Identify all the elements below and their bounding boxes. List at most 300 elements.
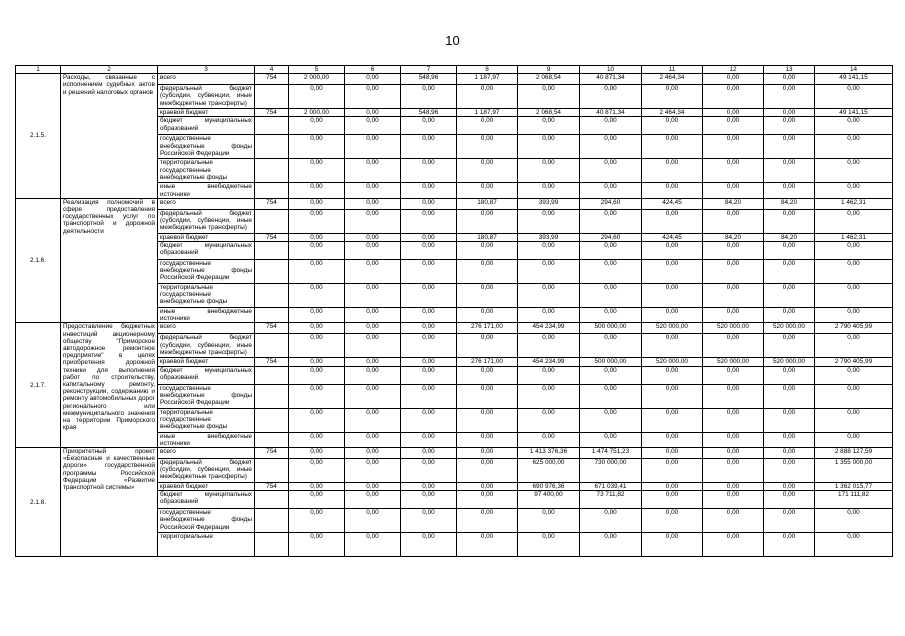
value-cell: 0,00 bbox=[764, 533, 815, 557]
value-cell: 0,00 bbox=[401, 135, 457, 159]
admin-code: 754 bbox=[255, 323, 289, 334]
value-cell: 0,00 bbox=[457, 483, 518, 491]
admin-code bbox=[255, 366, 289, 384]
value-cell: 0,00 bbox=[289, 198, 345, 209]
value-cell: 2 888 127,59 bbox=[815, 448, 893, 459]
value-cell: 0,00 bbox=[345, 85, 401, 109]
value-cell: 0,00 bbox=[764, 308, 815, 323]
value-cell: 2 790 405,99 bbox=[815, 323, 893, 334]
value-cell: 0,00 bbox=[580, 533, 642, 557]
value-cell: 0,00 bbox=[642, 491, 703, 509]
admin-code bbox=[255, 432, 289, 447]
column-header: 4 bbox=[255, 66, 289, 74]
value-cell: 0,00 bbox=[345, 408, 401, 432]
value-cell: 0,00 bbox=[703, 284, 764, 308]
value-cell: 0,00 bbox=[518, 183, 580, 198]
value-cell: 0,00 bbox=[289, 85, 345, 109]
value-cell: 0,00 bbox=[457, 85, 518, 109]
value-cell: 0,00 bbox=[580, 117, 642, 135]
value-cell: 0,00 bbox=[289, 323, 345, 334]
admin-code bbox=[255, 209, 289, 233]
section-name: Расходы, связанные с исполнением судебных актов и решений налоговых органов bbox=[61, 74, 158, 199]
value-cell: 0,00 bbox=[815, 509, 893, 533]
value-cell: 0,00 bbox=[703, 491, 764, 509]
column-header: 9 bbox=[518, 66, 580, 74]
value-cell: 0,00 bbox=[815, 85, 893, 109]
value-cell: 1 187,97 bbox=[457, 109, 518, 117]
value-cell: 0,00 bbox=[289, 448, 345, 459]
admin-code bbox=[255, 459, 289, 483]
value-cell: 520 000,00 bbox=[764, 323, 815, 334]
value-cell: 0,00 bbox=[289, 209, 345, 233]
value-cell: 0,00 bbox=[289, 308, 345, 323]
value-cell: 548,96 bbox=[401, 109, 457, 117]
value-cell: 0,00 bbox=[764, 135, 815, 159]
page-number: 10 bbox=[445, 33, 460, 48]
value-cell: 0,00 bbox=[345, 459, 401, 483]
value-cell: 0,00 bbox=[457, 509, 518, 533]
value-cell: 0,00 bbox=[642, 308, 703, 323]
value-cell: 0,00 bbox=[703, 209, 764, 233]
value-cell: 0,00 bbox=[289, 533, 345, 557]
value-cell: 0,00 bbox=[457, 284, 518, 308]
value-cell: 0,00 bbox=[345, 242, 401, 260]
value-cell: 2 790 405,99 bbox=[815, 358, 893, 366]
column-header: 8 bbox=[457, 66, 518, 74]
value-cell: 0,00 bbox=[580, 308, 642, 323]
value-cell: 0,00 bbox=[289, 183, 345, 198]
column-header: 7 bbox=[401, 66, 457, 74]
value-cell: 294,60 bbox=[580, 198, 642, 209]
column-header: 2 bbox=[61, 66, 158, 74]
value-cell: 0,00 bbox=[815, 308, 893, 323]
value-cell: 0,00 bbox=[289, 358, 345, 366]
value-cell: 0,00 bbox=[289, 483, 345, 491]
value-cell: 0,00 bbox=[642, 366, 703, 384]
column-header: 13 bbox=[764, 66, 815, 74]
value-cell: 0,00 bbox=[345, 432, 401, 447]
value-cell: 0,00 bbox=[580, 260, 642, 284]
value-cell: 0,00 bbox=[703, 533, 764, 557]
value-cell: 0,00 bbox=[289, 233, 345, 241]
value-cell: 0,00 bbox=[401, 85, 457, 109]
section-code: 2.1.7. bbox=[16, 323, 61, 448]
value-cell: 2 000,00 bbox=[289, 109, 345, 117]
value-cell: 0,00 bbox=[401, 323, 457, 334]
table-row bbox=[16, 198, 893, 209]
value-cell: 0,00 bbox=[289, 491, 345, 509]
admin-code bbox=[255, 491, 289, 509]
section-code: 2.1.5. bbox=[16, 74, 61, 199]
value-cell: 0,00 bbox=[764, 483, 815, 491]
value-cell: 0,00 bbox=[815, 384, 893, 408]
value-cell: 0,00 bbox=[518, 308, 580, 323]
value-cell: 0,00 bbox=[642, 432, 703, 447]
value-cell: 0,00 bbox=[703, 85, 764, 109]
value-cell: 0,00 bbox=[345, 260, 401, 284]
value-cell: 0,00 bbox=[518, 260, 580, 284]
header-row bbox=[16, 66, 893, 74]
value-cell: 0,00 bbox=[518, 284, 580, 308]
value-cell: 0,00 bbox=[457, 366, 518, 384]
value-cell: 500 000,00 bbox=[580, 358, 642, 366]
value-cell: 0,00 bbox=[642, 483, 703, 491]
value-cell: 0,00 bbox=[518, 159, 580, 183]
value-cell: 0,00 bbox=[764, 491, 815, 509]
value-cell: 0,00 bbox=[345, 109, 401, 117]
value-cell: 0,00 bbox=[764, 159, 815, 183]
section-name: Предоставление бюджетных инвестиций акционерному обществу "Приморское автодорожное ремонтное предприятие" в целях приобретения дорожной техники для выполнения работ по строительству, капитальному ремонту, реконструкции, содержанию и ремонту автомобильных дорог регионального или межмуниципального значения на территории Приморского края bbox=[61, 323, 158, 448]
value-cell: 0,00 bbox=[401, 533, 457, 557]
admin-code bbox=[255, 533, 289, 557]
value-cell: 0,00 bbox=[518, 408, 580, 432]
value-cell: 0,00 bbox=[345, 117, 401, 135]
value-cell: 0,00 bbox=[642, 242, 703, 260]
value-cell: 73 711,82 bbox=[580, 491, 642, 509]
admin-code bbox=[255, 117, 289, 135]
admin-code bbox=[255, 384, 289, 408]
admin-code: 754 bbox=[255, 483, 289, 491]
value-cell: 0,00 bbox=[457, 183, 518, 198]
value-cell: 0,00 bbox=[642, 284, 703, 308]
value-cell: 180,87 bbox=[457, 233, 518, 241]
value-cell: 0,00 bbox=[815, 260, 893, 284]
value-cell: 0,00 bbox=[345, 366, 401, 384]
funding-source: иные внебюджетные источники bbox=[158, 432, 255, 447]
value-cell: 0,00 bbox=[289, 334, 345, 358]
value-cell: 0,00 bbox=[580, 284, 642, 308]
value-cell: 0,00 bbox=[457, 432, 518, 447]
value-cell: 0,00 bbox=[703, 308, 764, 323]
admin-code bbox=[255, 242, 289, 260]
value-cell: 0,00 bbox=[401, 117, 457, 135]
value-cell: 0,00 bbox=[642, 384, 703, 408]
column-header: 5 bbox=[289, 66, 345, 74]
funding-source: всего bbox=[158, 323, 255, 334]
value-cell: 0,00 bbox=[580, 242, 642, 260]
funding-source: федеральный бюджет (субсидии, субвенции, иные межбюджетные трансферты) bbox=[158, 209, 255, 233]
value-cell: 0,00 bbox=[457, 384, 518, 408]
funding-source: краевой бюджет bbox=[158, 109, 255, 117]
value-cell: 0,00 bbox=[764, 509, 815, 533]
value-cell: 0,00 bbox=[457, 260, 518, 284]
value-cell: 0,00 bbox=[401, 198, 457, 209]
value-cell: 0,00 bbox=[580, 85, 642, 109]
column-header: 12 bbox=[703, 66, 764, 74]
admin-code bbox=[255, 334, 289, 358]
value-cell: 0,00 bbox=[289, 159, 345, 183]
value-cell: 294,60 bbox=[580, 233, 642, 241]
value-cell: 0,00 bbox=[345, 159, 401, 183]
value-cell: 0,00 bbox=[642, 135, 703, 159]
value-cell: 0,00 bbox=[401, 448, 457, 459]
value-cell: 454 234,99 bbox=[518, 323, 580, 334]
value-cell: 0,00 bbox=[815, 242, 893, 260]
table-row bbox=[16, 74, 893, 85]
funding-source: федеральный бюджет (субсидии, субвенции, иные межбюджетные трансферты) bbox=[158, 459, 255, 483]
value-cell: 0,00 bbox=[703, 135, 764, 159]
funding-source: краевой бюджет bbox=[158, 233, 255, 241]
funding-source: территориальные государственные внебюджетные фонды bbox=[158, 159, 255, 183]
value-cell: 0,00 bbox=[401, 308, 457, 323]
value-cell: 180,87 bbox=[457, 198, 518, 209]
column-header: 6 bbox=[345, 66, 401, 74]
admin-code bbox=[255, 260, 289, 284]
value-cell: 0,00 bbox=[703, 74, 764, 85]
value-cell: 0,00 bbox=[518, 366, 580, 384]
value-cell: 1 474 751,23 bbox=[580, 448, 642, 459]
value-cell: 0,00 bbox=[642, 533, 703, 557]
value-cell: 0,00 bbox=[703, 408, 764, 432]
table-body bbox=[16, 66, 893, 557]
value-cell: 0,00 bbox=[703, 260, 764, 284]
value-cell: 0,00 bbox=[703, 483, 764, 491]
value-cell: 0,00 bbox=[289, 408, 345, 432]
value-cell: 671 039,41 bbox=[580, 483, 642, 491]
value-cell: 0,00 bbox=[764, 117, 815, 135]
value-cell: 0,00 bbox=[642, 459, 703, 483]
admin-code bbox=[255, 135, 289, 159]
value-cell: 0,00 bbox=[345, 509, 401, 533]
funding-source: территориальные государственные внебюджетные фонды bbox=[158, 284, 255, 308]
funding-source: бюджет муниципальных образований bbox=[158, 366, 255, 384]
value-cell: 84,20 bbox=[703, 233, 764, 241]
column-header: 14 bbox=[815, 66, 893, 74]
value-cell: 0,00 bbox=[345, 233, 401, 241]
value-cell: 393,99 bbox=[518, 233, 580, 241]
section-name: Приоритетный проект «Безопасные и качественные дороги» государственной программы Российской Федерации «Развитие транспортной системы» bbox=[61, 448, 158, 557]
funding-source: краевой бюджет bbox=[158, 358, 255, 366]
value-cell: 0,00 bbox=[580, 135, 642, 159]
value-cell: 0,00 bbox=[815, 117, 893, 135]
value-cell: 0,00 bbox=[345, 183, 401, 198]
value-cell: 0,00 bbox=[345, 358, 401, 366]
value-cell: 0,00 bbox=[518, 242, 580, 260]
value-cell: 0,00 bbox=[815, 209, 893, 233]
value-cell: 0,00 bbox=[345, 308, 401, 323]
value-cell: 0,00 bbox=[815, 159, 893, 183]
value-cell: 0,00 bbox=[764, 74, 815, 85]
value-cell: 0,00 bbox=[703, 334, 764, 358]
value-cell: 0,00 bbox=[815, 533, 893, 557]
value-cell: 520 000,00 bbox=[703, 358, 764, 366]
value-cell: 0,00 bbox=[345, 448, 401, 459]
value-cell: 0,00 bbox=[345, 384, 401, 408]
value-cell: 424,45 bbox=[642, 233, 703, 241]
value-cell: 0,00 bbox=[401, 159, 457, 183]
value-cell: 0,00 bbox=[289, 432, 345, 447]
value-cell: 0,00 bbox=[457, 459, 518, 483]
funding-source: бюджет муниципальных образований bbox=[158, 242, 255, 260]
value-cell: 0,00 bbox=[764, 183, 815, 198]
value-cell: 0,00 bbox=[345, 135, 401, 159]
column-header: 11 bbox=[642, 66, 703, 74]
value-cell: 97 400,00 bbox=[518, 491, 580, 509]
funding-source: государственные внебюджетные фонды Российской Федерации bbox=[158, 135, 255, 159]
table-row bbox=[16, 323, 893, 334]
value-cell: 0,00 bbox=[642, 183, 703, 198]
value-cell: 1 462,31 bbox=[815, 198, 893, 209]
value-cell: 0,00 bbox=[401, 242, 457, 260]
funding-source: краевой бюджет bbox=[158, 483, 255, 491]
section-name: Реализация полномочий в сфере предоставления государственных услуг по транспортной и дорожной деятельности bbox=[61, 198, 158, 323]
admin-code bbox=[255, 159, 289, 183]
value-cell: 1 362 015,77 bbox=[815, 483, 893, 491]
value-cell: 0,00 bbox=[518, 509, 580, 533]
admin-code: 754 bbox=[255, 358, 289, 366]
admin-code bbox=[255, 308, 289, 323]
value-cell: 0,00 bbox=[764, 334, 815, 358]
value-cell: 0,00 bbox=[764, 408, 815, 432]
funding-source: всего bbox=[158, 448, 255, 459]
value-cell: 0,00 bbox=[518, 85, 580, 109]
value-cell: 0,00 bbox=[457, 448, 518, 459]
value-cell: 0,00 bbox=[580, 334, 642, 358]
value-cell: 0,00 bbox=[401, 491, 457, 509]
value-cell: 0,00 bbox=[345, 483, 401, 491]
value-cell: 1 355 000,00 bbox=[815, 459, 893, 483]
funding-source: территориальные bbox=[158, 533, 255, 557]
value-cell: 0,00 bbox=[401, 459, 457, 483]
funding-source: федеральный бюджет (субсидии, субвенции, иные межбюджетные трансферты) bbox=[158, 334, 255, 358]
value-cell: 171 111,82 bbox=[815, 491, 893, 509]
admin-code bbox=[255, 284, 289, 308]
value-cell: 0,00 bbox=[401, 183, 457, 198]
value-cell: 0,00 bbox=[401, 260, 457, 284]
value-cell: 0,00 bbox=[815, 334, 893, 358]
value-cell: 0,00 bbox=[289, 459, 345, 483]
value-cell: 0,00 bbox=[764, 448, 815, 459]
table-row bbox=[16, 448, 893, 459]
value-cell: 0,00 bbox=[518, 384, 580, 408]
value-cell: 0,00 bbox=[401, 509, 457, 533]
funding-source: всего bbox=[158, 74, 255, 85]
value-cell: 0,00 bbox=[815, 408, 893, 432]
value-cell: 0,00 bbox=[580, 209, 642, 233]
value-cell: 0,00 bbox=[642, 260, 703, 284]
value-cell: 0,00 bbox=[401, 408, 457, 432]
funding-source: государственные внебюджетные фонды Российской Федерации bbox=[158, 384, 255, 408]
value-cell: 84,20 bbox=[764, 233, 815, 241]
value-cell: 0,00 bbox=[518, 432, 580, 447]
value-cell: 0,00 bbox=[518, 117, 580, 135]
value-cell: 0,00 bbox=[457, 117, 518, 135]
funding-source: бюджет муниципальных образований bbox=[158, 117, 255, 135]
value-cell: 2 464,34 bbox=[642, 109, 703, 117]
funding-source: государственные внебюджетные фонды Российской Федерации bbox=[158, 260, 255, 284]
value-cell: 0,00 bbox=[815, 135, 893, 159]
value-cell: 0,00 bbox=[580, 408, 642, 432]
value-cell: 0,00 bbox=[703, 509, 764, 533]
value-cell: 0,00 bbox=[345, 323, 401, 334]
value-cell: 0,00 bbox=[580, 384, 642, 408]
value-cell: 0,00 bbox=[580, 432, 642, 447]
value-cell: 0,00 bbox=[345, 209, 401, 233]
value-cell: 0,00 bbox=[642, 334, 703, 358]
value-cell: 0,00 bbox=[401, 233, 457, 241]
value-cell: 0,00 bbox=[401, 209, 457, 233]
budget-table bbox=[15, 65, 893, 557]
value-cell: 0,00 bbox=[703, 117, 764, 135]
value-cell: 424,45 bbox=[642, 198, 703, 209]
value-cell: 0,00 bbox=[642, 85, 703, 109]
value-cell: 0,00 bbox=[703, 448, 764, 459]
admin-code: 754 bbox=[255, 233, 289, 241]
value-cell: 0,00 bbox=[401, 358, 457, 366]
admin-code bbox=[255, 183, 289, 198]
value-cell: 0,00 bbox=[703, 459, 764, 483]
value-cell: 0,00 bbox=[580, 509, 642, 533]
value-cell: 0,00 bbox=[764, 242, 815, 260]
value-cell: 84,20 bbox=[703, 198, 764, 209]
value-cell: 0,00 bbox=[518, 135, 580, 159]
value-cell: 0,00 bbox=[289, 284, 345, 308]
value-cell: 0,00 bbox=[815, 183, 893, 198]
value-cell: 0,00 bbox=[289, 260, 345, 284]
value-cell: 0,00 bbox=[457, 308, 518, 323]
value-cell: 0,00 bbox=[289, 384, 345, 408]
value-cell: 2 464,34 bbox=[642, 74, 703, 85]
value-cell: 0,00 bbox=[764, 209, 815, 233]
value-cell: 0,00 bbox=[703, 384, 764, 408]
value-cell: 520 000,00 bbox=[642, 358, 703, 366]
admin-code: 754 bbox=[255, 74, 289, 85]
value-cell: 0,00 bbox=[764, 260, 815, 284]
value-cell: 0,00 bbox=[401, 384, 457, 408]
value-cell: 2 068,54 bbox=[518, 109, 580, 117]
value-cell: 0,00 bbox=[580, 159, 642, 183]
value-cell: 500 000,00 bbox=[580, 323, 642, 334]
value-cell: 40 871,34 bbox=[580, 109, 642, 117]
value-cell: 0,00 bbox=[642, 209, 703, 233]
value-cell: 0,00 bbox=[764, 459, 815, 483]
value-cell: 0,00 bbox=[642, 159, 703, 183]
value-cell: 0,00 bbox=[401, 366, 457, 384]
value-cell: 0,00 bbox=[457, 242, 518, 260]
value-cell: 0,00 bbox=[580, 183, 642, 198]
value-cell: 1 462,31 bbox=[815, 233, 893, 241]
value-cell: 625 000,00 bbox=[518, 459, 580, 483]
funding-source: бюджет муниципальных образований bbox=[158, 491, 255, 509]
value-cell: 0,00 bbox=[457, 408, 518, 432]
value-cell: 0,00 bbox=[642, 117, 703, 135]
admin-code bbox=[255, 408, 289, 432]
value-cell: 2 068,54 bbox=[518, 74, 580, 85]
value-cell: 0,00 bbox=[642, 448, 703, 459]
value-cell: 0,00 bbox=[457, 209, 518, 233]
value-cell: 40 871,34 bbox=[580, 74, 642, 85]
value-cell: 520 000,00 bbox=[764, 358, 815, 366]
value-cell: 0,00 bbox=[815, 366, 893, 384]
value-cell: 0,00 bbox=[815, 432, 893, 447]
value-cell: 0,00 bbox=[518, 533, 580, 557]
admin-code bbox=[255, 509, 289, 533]
admin-code: 754 bbox=[255, 109, 289, 117]
value-cell: 0,00 bbox=[345, 74, 401, 85]
value-cell: 0,00 bbox=[518, 209, 580, 233]
value-cell: 0,00 bbox=[345, 198, 401, 209]
value-cell: 0,00 bbox=[289, 509, 345, 533]
value-cell: 0,00 bbox=[345, 334, 401, 358]
value-cell: 454 234,99 bbox=[518, 358, 580, 366]
value-cell: 0,00 bbox=[764, 109, 815, 117]
funding-source: иные внебюджетные источники bbox=[158, 308, 255, 323]
value-cell: 0,00 bbox=[345, 284, 401, 308]
value-cell: 0,00 bbox=[401, 284, 457, 308]
value-cell: 0,00 bbox=[703, 109, 764, 117]
value-cell: 0,00 bbox=[815, 284, 893, 308]
value-cell: 548,96 bbox=[401, 74, 457, 85]
